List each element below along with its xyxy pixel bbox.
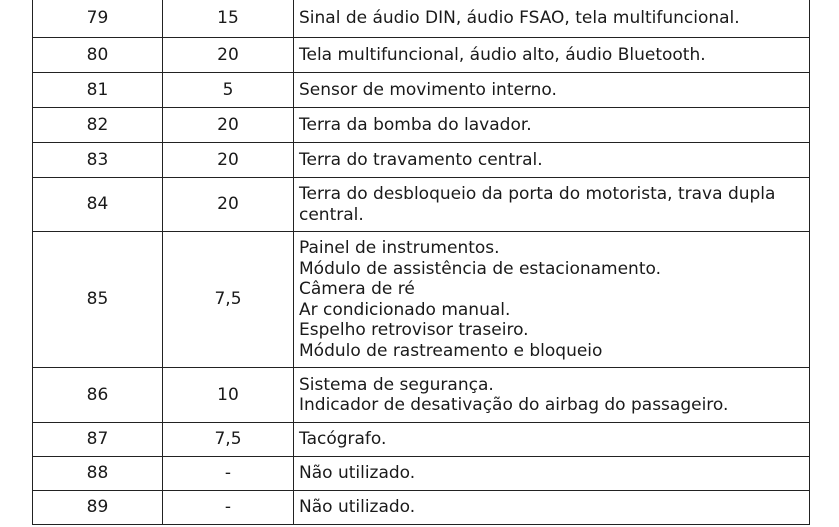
table-row: [33, 457, 810, 491]
description-line: Ar condicionado manual.: [299, 299, 511, 320]
description-line: Não utilizado.: [299, 463, 416, 484]
fuse-description: [294, 457, 810, 491]
description-line: Painel de instrumentos.: [299, 238, 500, 258]
fuse-description: [294, 491, 810, 525]
fuse-amperage: 7,5: [163, 232, 294, 368]
description-line: Câmera de ré: [299, 279, 415, 299]
description-line: Não utilizado.: [299, 497, 416, 518]
table-row: [33, 232, 810, 368]
table-row: [33, 0, 810, 38]
fuse-description: [294, 108, 810, 143]
fuse-amperage: 10: [163, 368, 294, 423]
fuse-amperage: 15: [163, 0, 294, 38]
fuse-number: 82: [33, 108, 163, 143]
fuse-description: [294, 368, 810, 423]
description-line: Sinal de áudio DIN, áudio FSAO, tela multifuncional.: [299, 8, 740, 29]
description-line: Tacógrafo.: [299, 429, 387, 450]
fuse-description: [294, 423, 810, 457]
fuse-description: [294, 232, 810, 368]
fuse-amperage: 5: [163, 73, 294, 108]
fuse-amperage: 20: [163, 108, 294, 143]
fuse-amperage: 20: [163, 38, 294, 73]
fuse-amperage: -: [163, 457, 294, 491]
table-row: [33, 143, 810, 178]
fuse-number: 88: [33, 457, 163, 491]
description-line: Tela multifuncional, áudio alto, áudio Bluetooth.: [299, 44, 706, 65]
fuse-amperage: -: [163, 491, 294, 525]
fuse-amperage: 20: [163, 143, 294, 178]
table-row: [33, 108, 810, 143]
table-row: [33, 73, 810, 108]
fuse-table: [32, 0, 810, 525]
description-line: Indicador de desativação do airbag do passageiro.: [299, 395, 729, 415]
fuse-description: [294, 73, 810, 108]
table-row: [33, 491, 810, 525]
fuse-number: 84: [33, 178, 163, 232]
fuse-number: 85: [33, 232, 163, 368]
description-line: Terra do desbloqueio da porta do motorista, trava dupla central.: [299, 184, 776, 225]
fuse-amperage: 20: [163, 178, 294, 232]
description-line: Terra do travamento central.: [299, 149, 543, 170]
fuse-amperage: 7,5: [163, 423, 294, 457]
description-line: Terra da bomba do lavador.: [299, 114, 532, 135]
description-line: Sistema de segurança.: [299, 374, 494, 395]
fuse-number: 87: [33, 423, 163, 457]
fuse-description: [294, 38, 810, 73]
fuse-description: [294, 0, 810, 38]
fuse-description: [294, 178, 810, 232]
fuse-number: 80: [33, 38, 163, 73]
fuse-number: 79: [33, 0, 163, 38]
table-row: [33, 368, 810, 423]
description-line: Sensor de movimento interno.: [299, 79, 557, 100]
fuse-number: 83: [33, 143, 163, 178]
fuse-number: 86: [33, 368, 163, 423]
description-line: Módulo de rastreamento e bloqueio: [299, 340, 603, 361]
table-row: [33, 178, 810, 232]
description-line: Espelho retrovisor traseiro.: [299, 320, 529, 340]
fuse-number: 81: [33, 73, 163, 108]
fuse-number: 89: [33, 491, 163, 525]
table-row: [33, 423, 810, 457]
table-row: [33, 38, 810, 73]
fuse-description: [294, 143, 810, 178]
description-line: Módulo de assistência de estacionamento.: [299, 258, 661, 279]
